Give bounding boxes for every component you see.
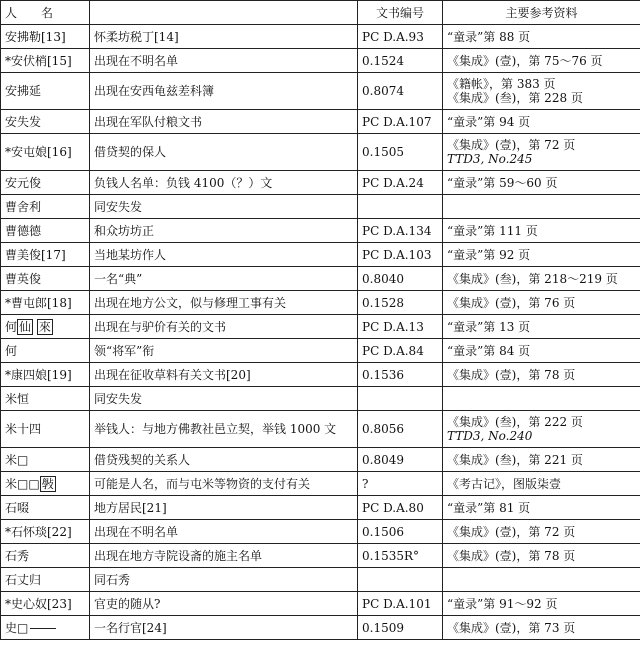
cell-desc: 举钱人：与地方佛教社邑立契，举钱 1000 文: [90, 411, 358, 448]
cell-doc: [358, 387, 443, 411]
name-text: 米□□: [5, 476, 40, 491]
table-row: [1, 616, 640, 640]
cell-ref: [443, 134, 640, 171]
cell-desc: 出现在地方公文，似与修理工事有关: [90, 291, 358, 315]
table-row: [1, 73, 640, 110]
cell-name: *安屯娘[16]: [1, 134, 90, 171]
boxed-char: 仙: [19, 319, 32, 334]
cell-ref: 《集成》(壹)，第 78 页: [443, 544, 640, 568]
cell-desc: 出现在安西龟兹差科簿: [90, 73, 358, 110]
cell-desc: 负钱人名单：负钱 4100（？）文: [90, 171, 358, 195]
cell-desc: 领“将军”衔: [90, 339, 358, 363]
cell-ref: 《考古记》，图版柒壹: [443, 472, 640, 496]
cell-ref: 《集成》(壹)，第 72 页: [443, 520, 640, 544]
cell-name: *曹屯郎[18]: [1, 291, 90, 315]
cell-name: 曹英俊: [1, 267, 90, 291]
cell-desc: 一名行官[24]: [90, 616, 358, 640]
ref-line-1: 《集成》(壹)，第 72 页: [447, 138, 576, 152]
cell-doc: PC D.A.13: [358, 315, 443, 339]
cell-desc: 借贷残契的关系人: [90, 448, 358, 472]
ref-line-1: 《籍帐》，第 383 页: [447, 77, 556, 91]
cell-desc: 当地某坊作人: [90, 243, 358, 267]
cell-desc: 出现在不明名单: [90, 520, 358, 544]
cell-ref: 《集成》(壹)，第 76 页: [443, 291, 640, 315]
cell-name: 曹舍利: [1, 195, 90, 219]
table-row: [1, 448, 640, 472]
cell-ref: [443, 73, 640, 110]
cell-ref: [443, 411, 640, 448]
cell-doc: 0.1506: [358, 520, 443, 544]
ref-line-2: 《集成》(叁)，第 228 页: [447, 91, 583, 105]
cell-doc: [358, 568, 443, 592]
cell-ref: [443, 568, 640, 592]
cell-doc: 0.1524: [358, 49, 443, 73]
table-row: [1, 110, 640, 134]
cell-ref: “童录”第 91～92 页: [443, 592, 640, 616]
table-row: [1, 25, 640, 49]
header-row: [1, 1, 640, 25]
ref-line-2: TTD3, No.240: [447, 429, 533, 443]
cell-ref: “童录”第 13 页: [443, 315, 640, 339]
cell-name: [1, 616, 90, 640]
table-row: [1, 315, 640, 339]
lacuna-line: [30, 628, 56, 629]
cell-doc: PC D.A.134: [358, 219, 443, 243]
cell-desc: 同安失发: [90, 387, 358, 411]
cell-desc: 可能是人名，而与屯米等物资的支付有关: [90, 472, 358, 496]
cell-name: 米□: [1, 448, 90, 472]
cell-doc: PC D.A.24: [358, 171, 443, 195]
cell-name: 曹德德: [1, 219, 90, 243]
cell-ref: 《集成》(壹)，第 75～76 页: [443, 49, 640, 73]
cell-ref: “童录”第 111 页: [443, 219, 640, 243]
cell-ref: [443, 387, 640, 411]
table-row: [1, 520, 640, 544]
cell-name: 米十四: [1, 411, 90, 448]
table-row: [1, 291, 640, 315]
cell-doc: 0.1535R°: [358, 544, 443, 568]
cell-ref: “童录”第 88 页: [443, 25, 640, 49]
cell-name: [1, 315, 90, 339]
cell-desc: 和众坊坊正: [90, 219, 358, 243]
cell-ref: 《集成》(叁)，第 218～219 页: [443, 267, 640, 291]
table-row: [1, 134, 640, 171]
cell-doc: PC D.A.107: [358, 110, 443, 134]
cell-doc: [358, 195, 443, 219]
table-row: [1, 496, 640, 520]
cell-name: *史心奴[23]: [1, 592, 90, 616]
cell-desc: 出现在与驴价有关的文书: [90, 315, 358, 339]
cell-desc: 出现在军队付粮文书: [90, 110, 358, 134]
cell-name: 安拂勒[13]: [1, 25, 90, 49]
cell-doc: 0.8056: [358, 411, 443, 448]
table-row: [1, 363, 640, 387]
cell-ref: “童录”第 59～60 页: [443, 171, 640, 195]
header-blank: [90, 1, 358, 25]
table-row: [1, 49, 640, 73]
cell-desc: 出现在征收草料有关文书[20]: [90, 363, 358, 387]
table-row: [1, 339, 640, 363]
header-doc-no: 文书编号: [358, 1, 443, 25]
boxed-char: 來: [38, 319, 51, 334]
cell-ref: [443, 195, 640, 219]
cell-name: 米恒: [1, 387, 90, 411]
cell-desc: 一名“典”: [90, 267, 358, 291]
table-row: [1, 411, 640, 448]
cell-doc: PC D.A.93: [358, 25, 443, 49]
cell-name: *石怀琰[22]: [1, 520, 90, 544]
boxed-char: 斅: [41, 476, 54, 491]
cell-doc: 0.1509: [358, 616, 443, 640]
table-row: [1, 592, 640, 616]
cell-name: 安拂延: [1, 73, 90, 110]
name-text: 史□: [5, 620, 29, 635]
cell-doc: 0.8040: [358, 267, 443, 291]
cell-doc: 0.1536: [358, 363, 443, 387]
cell-name: 安元俊: [1, 171, 90, 195]
cell-doc: PC D.A.80: [358, 496, 443, 520]
name-text: 何: [5, 319, 18, 334]
cell-name: 曹美俊[17]: [1, 243, 90, 267]
cell-ref: 《集成》(叁)，第 221 页: [443, 448, 640, 472]
ref-line-1: 《集成》(叁)，第 222 页: [447, 415, 583, 429]
table-row: [1, 243, 640, 267]
cell-ref: “童录”第 94 页: [443, 110, 640, 134]
table-row: [1, 387, 640, 411]
cell-ref: “童录”第 92 页: [443, 243, 640, 267]
table-row: [1, 171, 640, 195]
cell-doc: ?: [358, 472, 443, 496]
cell-desc: 官吏的随从?: [90, 592, 358, 616]
ref-line-2: TTD3, No.245: [447, 152, 533, 166]
cell-name: 石秀: [1, 544, 90, 568]
cell-name: 石丈归: [1, 568, 90, 592]
cell-desc: 同安失发: [90, 195, 358, 219]
cell-doc: 0.8074: [358, 73, 443, 110]
cell-desc: 出现在地方寺院设斋的施主名单: [90, 544, 358, 568]
cell-doc: 0.8049: [358, 448, 443, 472]
cell-doc: 0.1528: [358, 291, 443, 315]
cell-desc: 借贷契的保人: [90, 134, 358, 171]
cell-ref: 《集成》(壹)，第 78 页: [443, 363, 640, 387]
cell-desc: 怀柔坊税丁[14]: [90, 25, 358, 49]
cell-desc: 同石秀: [90, 568, 358, 592]
header-refs: 主要参考资料: [443, 1, 640, 25]
table-row: [1, 472, 640, 496]
cell-ref: “童录”第 81 页: [443, 496, 640, 520]
cell-name: [1, 472, 90, 496]
cell-doc: PC D.A.103: [358, 243, 443, 267]
cell-desc: 地方居民[21]: [90, 496, 358, 520]
table-row: [1, 195, 640, 219]
table-row: [1, 219, 640, 243]
cell-name: *康四娘[19]: [1, 363, 90, 387]
cell-doc: 0.1505: [358, 134, 443, 171]
cell-name: 何: [1, 339, 90, 363]
table-row: [1, 267, 640, 291]
cell-doc: PC D.A.101: [358, 592, 443, 616]
cell-desc: 出现在不明名单: [90, 49, 358, 73]
header-name: 人 名: [1, 1, 90, 25]
cell-doc: PC D.A.84: [358, 339, 443, 363]
table-row: [1, 544, 640, 568]
cell-name: 石啜: [1, 496, 90, 520]
cell-name: *安伏梢[15]: [1, 49, 90, 73]
cell-name: 安失发: [1, 110, 90, 134]
table-row: [1, 568, 640, 592]
cell-ref: 《集成》(壹)，第 73 页: [443, 616, 640, 640]
cell-ref: “童录”第 84 页: [443, 339, 640, 363]
